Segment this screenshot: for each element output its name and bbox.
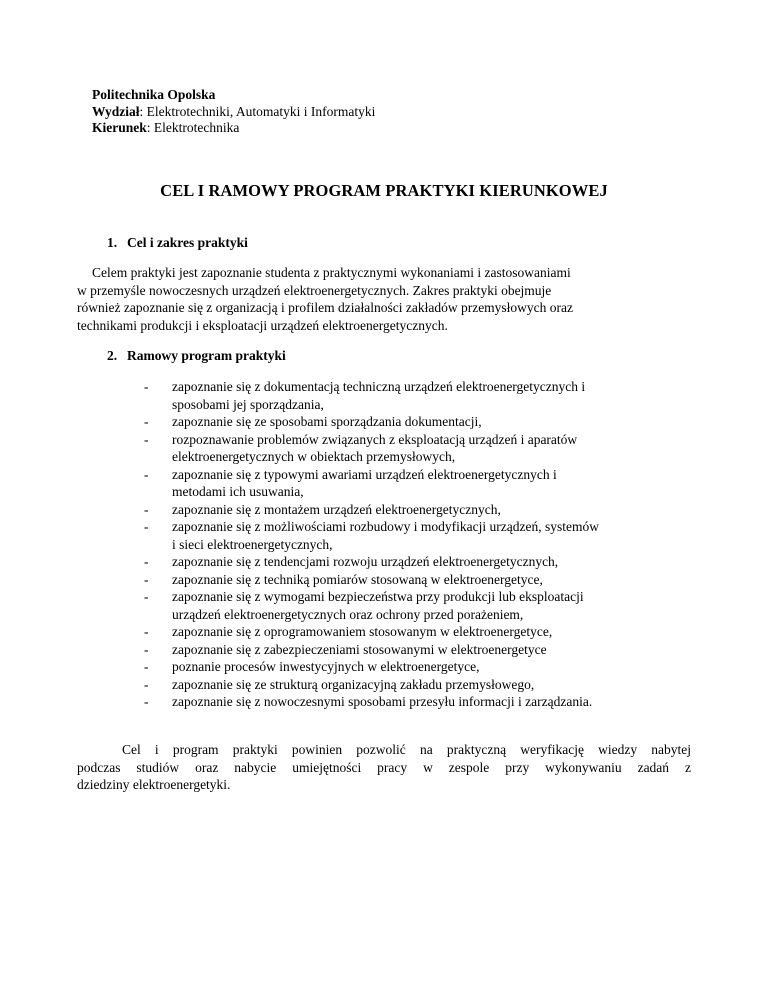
list-item-line: zapoznanie się z montażem urządzeń elektroenergetycznych, xyxy=(172,501,501,517)
list-dash: - xyxy=(144,501,149,517)
program-list-item xyxy=(136,518,696,553)
paragraph-line: podczas studiów oraz nabycie umiejętności pracy w zespole przy wykonywaniu zadań z xyxy=(77,759,691,775)
list-item-line: zapoznanie się z wymogami bezpieczeństwa przy produkcji lub eksploatacji xyxy=(172,589,584,604)
list-item-line: zapoznanie się z nowoczesnymi sposobami przesyłu informacji i zarządzania. xyxy=(172,694,593,709)
program-list-item xyxy=(136,413,696,431)
paragraph-line: dziedziny elektroenergetyki. xyxy=(77,777,231,792)
program-list-item xyxy=(136,623,696,641)
document-title: CEL I RAMOWY PROGRAM PRAKTYKI KIERUNKOWEJ xyxy=(160,181,608,200)
program-list-item xyxy=(136,501,696,519)
program-list-item xyxy=(136,693,696,711)
list-item-line: sposobami jej sporządzania, xyxy=(172,396,324,412)
paragraph-line: technikami produkcji i eksploatacji urządzeń elektroenergetycznych. xyxy=(77,317,448,333)
faculty-label: Wydział xyxy=(92,103,140,119)
university-name: Politechnika Opolska xyxy=(92,87,216,102)
list-item-line: zapoznanie się ze sposobami sporządzania dokumentacji, xyxy=(172,414,482,429)
list-item-line: metodami ich usuwania, xyxy=(172,484,304,499)
program-list-item xyxy=(136,466,696,501)
field-label: Kierunek xyxy=(92,120,147,135)
program-list-item xyxy=(136,553,696,571)
section-2-title: Ramowy program praktyki xyxy=(127,348,286,363)
program-list-item xyxy=(136,658,696,676)
list-item-line: poznanie procesów inwestycyjnych w elektroenergetyce, xyxy=(172,659,480,674)
document-header xyxy=(92,87,375,137)
program-list-item xyxy=(136,588,696,623)
faculty-value: : Elektrotechniki, Automatyki i Informatyki xyxy=(139,103,376,119)
list-dash: - xyxy=(144,624,149,639)
list-item-line: zapoznanie się z dokumentacją techniczną urządzeń elektroenergetycznych i xyxy=(172,379,586,394)
closing-paragraph xyxy=(77,741,691,794)
program-list-item xyxy=(136,431,696,466)
list-dash: - xyxy=(144,466,149,482)
program-list-item xyxy=(136,641,696,659)
list-item-line: zapoznanie się z typowymi awariami urządzeń elektroenergetycznych i xyxy=(172,466,557,482)
list-dash: - xyxy=(144,554,149,569)
paragraph-line: również zapoznanie się z organizacją i profilem działalności zakładów przemysłowych oraz xyxy=(77,300,574,315)
list-dash: - xyxy=(144,431,149,447)
paragraph-line: w przemyśle nowoczesnych urządzeń elektroenergetycznych. Zakres praktyki obejmuje xyxy=(77,282,552,298)
list-dash: - xyxy=(144,659,149,674)
paragraph-line: Celem praktyki jest zapoznanie studenta z praktycznymi wykonaniami i zastosowaniami xyxy=(92,265,571,280)
list-item-line: elektroenergetycznych w obiektach przemysłowych, xyxy=(172,449,456,464)
program-list xyxy=(136,378,696,711)
list-dash: - xyxy=(144,519,149,534)
section-1-number: 1. xyxy=(107,235,118,250)
faculty-line xyxy=(92,104,375,121)
program-list-item xyxy=(136,571,696,589)
list-dash: - xyxy=(144,589,149,604)
list-item-line: zapoznanie się ze strukturą organizacyjną zakładu przemysłowego, xyxy=(172,676,535,692)
section-1-heading xyxy=(107,235,248,251)
list-item-line: rozpoznawanie problemów związanych z eksploatacją urządzeń i aparatów xyxy=(172,431,578,447)
list-dash: - xyxy=(144,414,149,429)
list-item-line: zapoznanie się z tendencjami rozwoju urządzeń elektroenergetycznych, xyxy=(172,554,559,569)
list-item-line: zapoznanie się z oprogramowaniem stosowanym w elektroenergetyce, xyxy=(172,624,553,639)
field-value: : Elektrotechnika xyxy=(146,120,240,135)
list-item-line: i sieci elektroenergetycznych, xyxy=(172,536,333,552)
list-item-line: zapoznanie się z możliwościami rozbudowy i modyfikacji urządzeń, systemów xyxy=(172,519,599,534)
field-line xyxy=(92,120,375,137)
list-item-line: zapoznanie się z techniką pomiarów stosowaną w elektroenergetyce, xyxy=(172,571,543,587)
list-dash: - xyxy=(144,571,149,587)
list-dash: - xyxy=(144,379,149,394)
section-2-number: 2. xyxy=(107,348,118,363)
section-1-title: Cel i zakres praktyki xyxy=(127,235,248,250)
list-item-line: zapoznanie się z zabezpieczeniami stosowanymi w elektroenergetyce xyxy=(172,641,547,657)
program-list-item xyxy=(136,676,696,694)
list-dash: - xyxy=(144,641,149,657)
paragraph-line: Cel i program praktyki powinien pozwolić na praktyczną weryfikację wiedzy nabytej xyxy=(122,742,691,757)
list-dash: - xyxy=(144,676,149,692)
section-1-paragraph xyxy=(77,264,573,334)
list-item-line: urządzeń elektroenergetycznych oraz ochrony przed porażeniem, xyxy=(172,606,524,622)
list-dash: - xyxy=(144,694,149,709)
section-2-heading xyxy=(107,348,286,364)
program-list-item xyxy=(136,378,696,413)
